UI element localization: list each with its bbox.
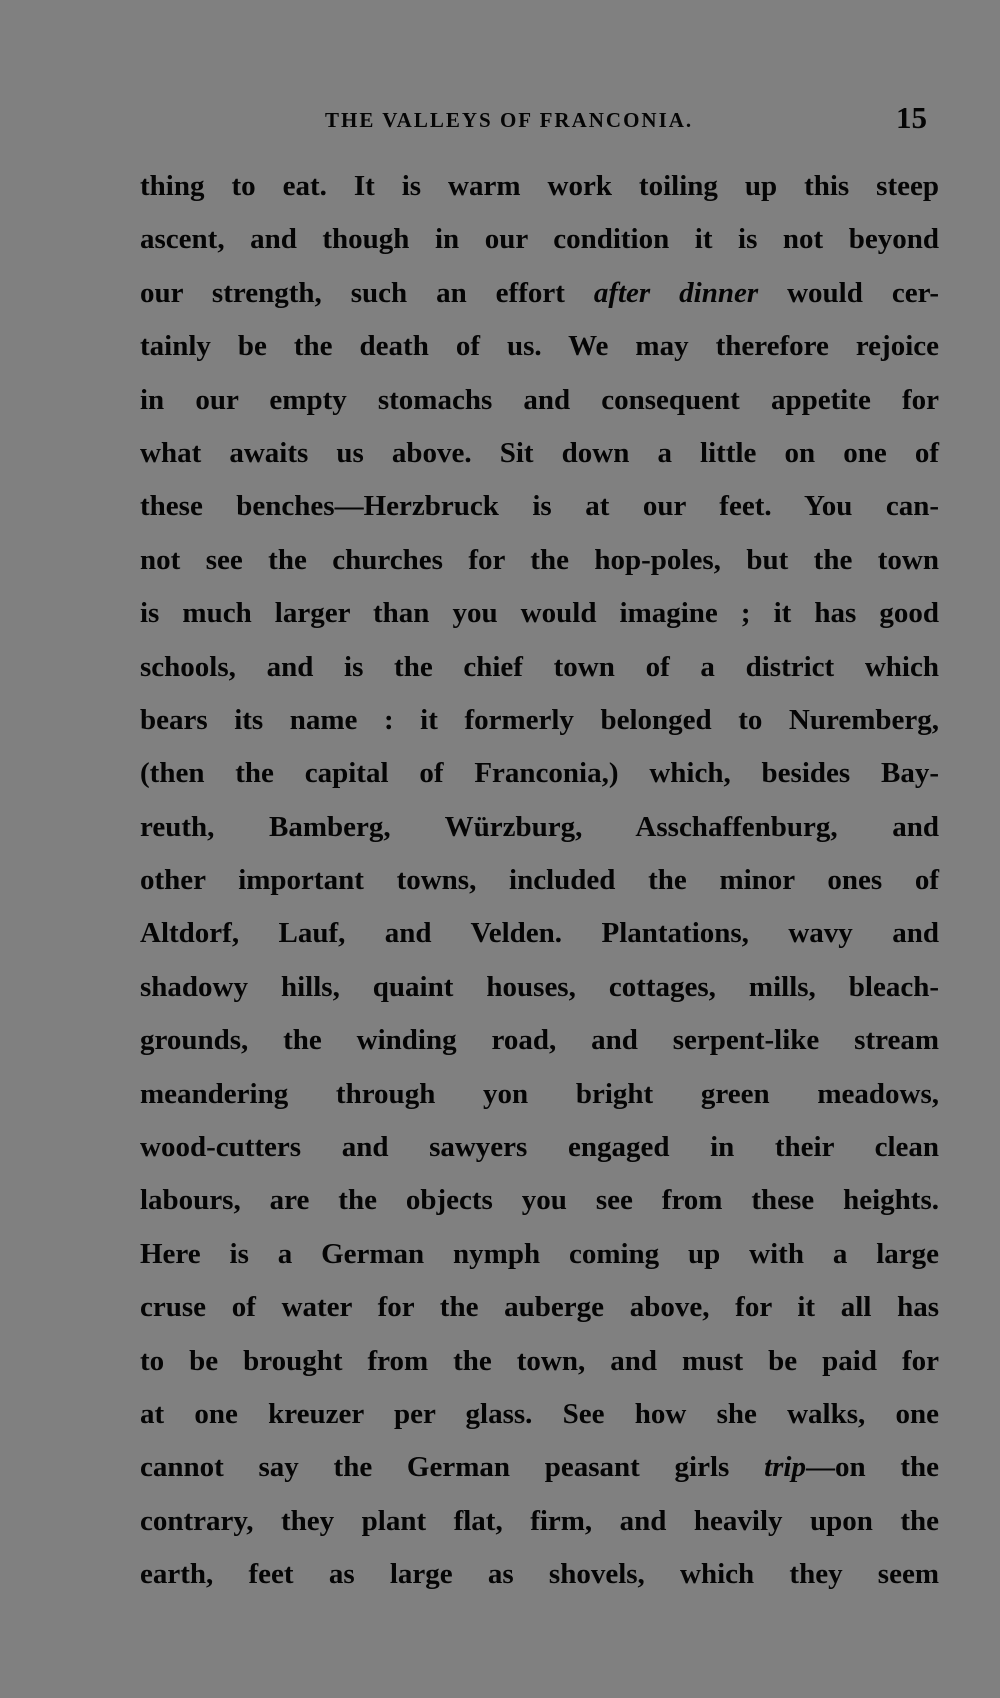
text-line: [140, 374, 939, 427]
text-run: in our empty stomachs and consequent appetite for: [140, 383, 939, 416]
text-run: tainly be the death of us. We may therefore rejoice: [140, 330, 939, 363]
text-run: these benches—Herzbruck is at our feet. You can-: [140, 490, 939, 523]
text-line: [140, 1174, 939, 1227]
text-line: [140, 427, 939, 480]
text-run: (then the capital of Franconia,) which, besides Bay-: [140, 757, 939, 790]
text-run: shadowy hills, quaint houses, cottages, mills, bleach-: [140, 970, 939, 1003]
text-run: is much larger than you would imagine ; it has good: [140, 597, 939, 630]
text-run: cannot say the German peasant girls: [140, 1451, 765, 1484]
italic-text: trip: [764, 1451, 806, 1484]
text-run: not see the churches for the hop-poles, but the town: [140, 543, 939, 576]
text-run: Here is a German nymph coming up with a large: [140, 1237, 939, 1270]
text-run: at one kreuzer per glass. See how she walks, one: [140, 1397, 939, 1430]
running-head: [0, 100, 1000, 140]
text-line: [140, 320, 939, 373]
text-run: grounds, the winding road, and serpent-like stream: [140, 1024, 939, 1057]
text-line: [140, 160, 939, 213]
text-line: [140, 1548, 939, 1601]
text-run: other important towns, included the minor ones of: [140, 864, 939, 897]
italic-text: after dinner: [593, 276, 759, 309]
text-run: earth, feet as large as shovels, which they seem: [140, 1558, 939, 1591]
text-run: what awaits us above. Sit down a little on one of: [140, 436, 939, 469]
text-line: [140, 534, 939, 587]
text-line: [140, 801, 939, 854]
text-line: [140, 267, 939, 320]
body-text: [140, 160, 939, 1602]
text-run: schools, and is the chief town of a district which: [140, 650, 939, 683]
text-line: [140, 747, 939, 800]
text-line: [140, 907, 939, 960]
text-line: [140, 1228, 939, 1281]
text-run: ascent, and though in our condition it is not beyond: [140, 223, 939, 256]
text-line: [140, 1335, 939, 1388]
text-run: cruse of water for the auberge above, for it all has: [140, 1291, 939, 1324]
text-run: wood-cutters and sawyers engaged in their clean: [140, 1131, 939, 1164]
text-line: [140, 1121, 939, 1174]
text-run: bears its name : it formerly belonged to Nuremberg,: [140, 703, 939, 736]
text-run: reuth, Bamberg, Würzburg, Asschaffenburg, and: [140, 810, 939, 843]
text-run: Altdorf, Lauf, and Velden. Plantations, wavy and: [140, 917, 939, 950]
text-run: would cer-: [758, 276, 940, 309]
text-line: [140, 1068, 939, 1121]
text-run: to be brought from the town, and must be paid for: [140, 1344, 939, 1377]
text-run: —on the: [805, 1451, 939, 1484]
text-line: [140, 1441, 939, 1494]
text-line: [140, 694, 939, 747]
text-run: labours, are the objects you see from these heights.: [140, 1184, 939, 1217]
text-run: meandering through yon bright green meadows,: [140, 1077, 939, 1110]
text-run: thing to eat. It is warm work toiling up this steep: [140, 170, 939, 202]
text-line: [140, 1281, 939, 1334]
page-number: 15: [896, 100, 927, 135]
text-line: [140, 961, 939, 1014]
running-title: THE VALLEYS OF FRANCONIA.: [325, 108, 694, 132]
text-line: [140, 641, 939, 694]
text-run: our strength, such an effort: [140, 276, 594, 309]
text-run: contrary, they plant flat, firm, and heavily upon the: [140, 1504, 939, 1537]
text-line: [140, 1388, 939, 1441]
text-line: [140, 1014, 939, 1067]
text-line: [140, 854, 939, 907]
text-line: [140, 1495, 939, 1548]
text-line: [140, 587, 939, 640]
text-line: [140, 213, 939, 266]
text-line: [140, 480, 939, 533]
